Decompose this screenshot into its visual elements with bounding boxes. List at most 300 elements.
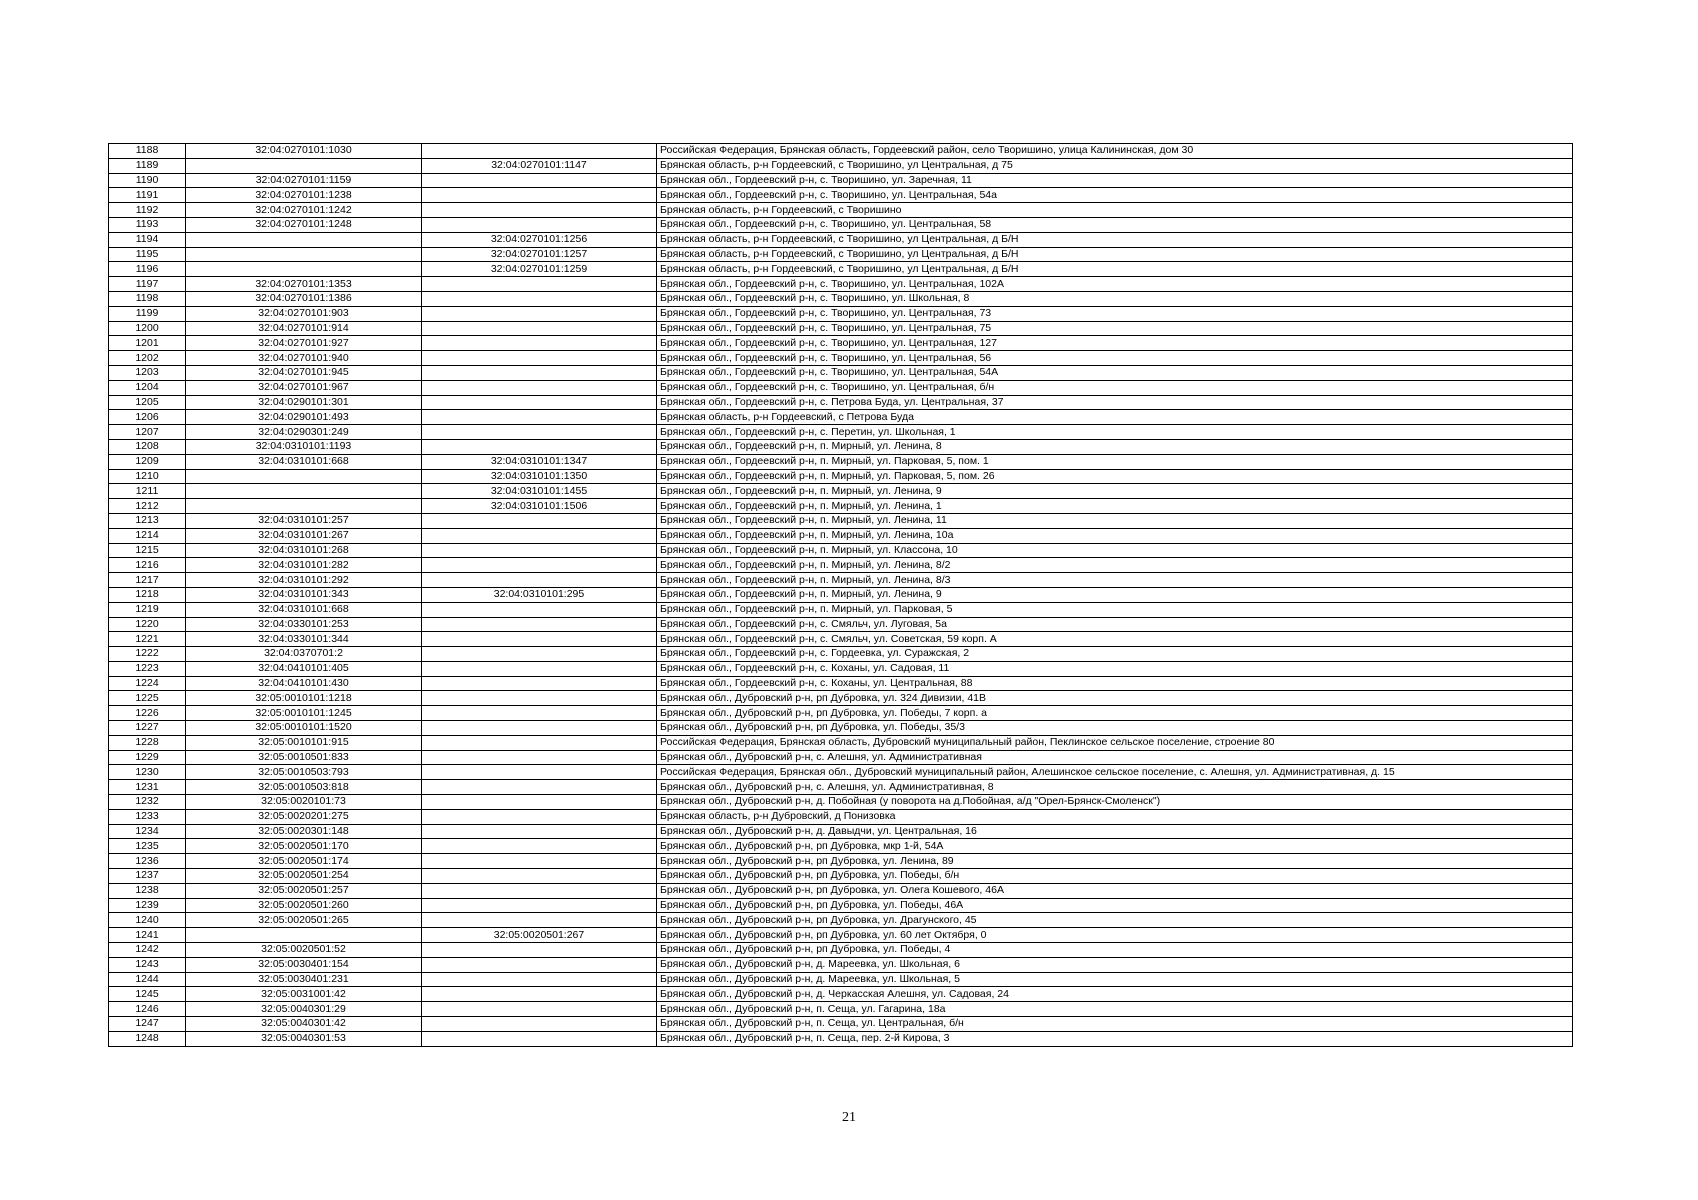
cadastral-number-cell: 32:04:0370701:2 bbox=[186, 647, 422, 662]
cadastral-number-cell bbox=[186, 247, 422, 262]
table-body bbox=[109, 144, 1573, 1047]
cadastral-number-cell: 32:05:0010101:1218 bbox=[186, 691, 422, 706]
related-cadastral-number-cell bbox=[422, 291, 657, 306]
row-number-cell: 1226 bbox=[109, 706, 186, 721]
related-cadastral-number-cell bbox=[422, 439, 657, 454]
row-number-cell: 1188 bbox=[109, 144, 186, 159]
row-number-cell: 1212 bbox=[109, 499, 186, 514]
address-cell: Брянская обл., Гордеевский р-н, с. Творишино, ул. Центральная, 73 bbox=[657, 306, 1573, 321]
related-cadastral-number-cell bbox=[422, 869, 657, 884]
table-row bbox=[109, 528, 1573, 543]
table-row bbox=[109, 351, 1573, 366]
table-row bbox=[109, 809, 1573, 824]
related-cadastral-number-cell bbox=[422, 425, 657, 440]
table-row bbox=[109, 721, 1573, 736]
table-row bbox=[109, 513, 1573, 528]
cadastral-number-cell: 32:05:0031001:42 bbox=[186, 987, 422, 1002]
address-cell: Российская Федерация, Брянская область, Дубровский муниципальный район, Пеклинское сельское поселение, строение 80 bbox=[657, 735, 1573, 750]
table-row bbox=[109, 735, 1573, 750]
cadastral-number-cell: 32:04:0410101:405 bbox=[186, 661, 422, 676]
related-cadastral-number-cell bbox=[422, 380, 657, 395]
row-number-cell: 1213 bbox=[109, 513, 186, 528]
row-number-cell: 1232 bbox=[109, 795, 186, 810]
related-cadastral-number-cell: 32:04:0270101:1257 bbox=[422, 247, 657, 262]
cadastral-number-cell: 32:04:0310101:267 bbox=[186, 528, 422, 543]
table-row bbox=[109, 543, 1573, 558]
cadastral-number-cell: 32:04:0310101:1193 bbox=[186, 439, 422, 454]
table-row bbox=[109, 1017, 1573, 1032]
row-number-cell: 1242 bbox=[109, 943, 186, 958]
table-row bbox=[109, 617, 1573, 632]
cadastral-number-cell: 32:05:0020201:275 bbox=[186, 809, 422, 824]
table-row bbox=[109, 203, 1573, 218]
address-cell: Брянская область, р-н Гордеевский, с Творишино, ул Центральная, д Б/Н bbox=[657, 247, 1573, 262]
table-row bbox=[109, 291, 1573, 306]
cadastral-number-cell: 32:04:0310101:668 bbox=[186, 454, 422, 469]
row-number-cell: 1238 bbox=[109, 883, 186, 898]
row-number-cell: 1228 bbox=[109, 735, 186, 750]
row-number-cell: 1240 bbox=[109, 913, 186, 928]
row-number-cell: 1248 bbox=[109, 1031, 186, 1046]
related-cadastral-number-cell bbox=[422, 306, 657, 321]
cadastral-number-cell: 32:04:0270101:1030 bbox=[186, 144, 422, 159]
related-cadastral-number-cell bbox=[422, 1031, 657, 1046]
table-row bbox=[109, 439, 1573, 454]
address-cell: Брянская обл., Гордеевский р-н, с. Творишино, ул. Центральная, 58 bbox=[657, 217, 1573, 232]
table-row bbox=[109, 839, 1573, 854]
row-number-cell: 1216 bbox=[109, 558, 186, 573]
related-cadastral-number-cell bbox=[422, 543, 657, 558]
cadastral-number-cell: 32:05:0010503:793 bbox=[186, 765, 422, 780]
related-cadastral-number-cell: 32:05:0020501:267 bbox=[422, 928, 657, 943]
related-cadastral-number-cell bbox=[422, 809, 657, 824]
row-number-cell: 1247 bbox=[109, 1017, 186, 1032]
related-cadastral-number-cell bbox=[422, 365, 657, 380]
address-cell: Брянская обл., Гордеевский р-н, с. Смяльч, ул. Луговая, 5а bbox=[657, 617, 1573, 632]
address-cell: Брянская обл., Гордеевский р-н, с. Творишино, ул. Центральная, б/н bbox=[657, 380, 1573, 395]
row-number-cell: 1201 bbox=[109, 336, 186, 351]
cadastral-number-cell: 32:04:0290301:249 bbox=[186, 425, 422, 440]
related-cadastral-number-cell bbox=[422, 913, 657, 928]
cadastral-number-cell: 32:05:0020301:148 bbox=[186, 824, 422, 839]
row-number-cell: 1224 bbox=[109, 676, 186, 691]
row-number-cell: 1215 bbox=[109, 543, 186, 558]
related-cadastral-number-cell bbox=[422, 735, 657, 750]
table-row bbox=[109, 602, 1573, 617]
related-cadastral-number-cell: 32:04:0270101:1147 bbox=[422, 158, 657, 173]
related-cadastral-number-cell bbox=[422, 632, 657, 647]
address-cell: Брянская обл., Дубровский р-н, с. Алешня, ул. Административная, 8 bbox=[657, 780, 1573, 795]
row-number-cell: 1191 bbox=[109, 188, 186, 203]
table-row bbox=[109, 587, 1573, 602]
table-row bbox=[109, 336, 1573, 351]
table-row bbox=[109, 380, 1573, 395]
address-cell: Брянская обл., Гордеевский р-н, п. Мирный, ул. Ленина, 10а bbox=[657, 528, 1573, 543]
table-row bbox=[109, 854, 1573, 869]
cadastral-number-cell: 32:04:0270101:1159 bbox=[186, 173, 422, 188]
table-row bbox=[109, 913, 1573, 928]
related-cadastral-number-cell bbox=[422, 558, 657, 573]
cadastral-number-cell: 32:05:0030401:154 bbox=[186, 957, 422, 972]
row-number-cell: 1244 bbox=[109, 972, 186, 987]
address-cell: Российская Федерация, Брянская область, Гордеевский район, село Творишино, улица Калининская, дом 30 bbox=[657, 144, 1573, 159]
related-cadastral-number-cell bbox=[422, 691, 657, 706]
table-row bbox=[109, 883, 1573, 898]
related-cadastral-number-cell bbox=[422, 883, 657, 898]
cadastral-number-cell: 32:04:0270101:903 bbox=[186, 306, 422, 321]
address-cell: Брянская обл., Дубровский р-н, рп Дубровка, ул. Олега Кошевого, 46А bbox=[657, 883, 1573, 898]
related-cadastral-number-cell: 32:04:0310101:1350 bbox=[422, 469, 657, 484]
address-cell: Брянская обл., Гордеевский р-н, с. Творишино, ул. Школьная, 8 bbox=[657, 291, 1573, 306]
address-cell: Брянская обл., Гордеевский р-н, п. Мирный, ул. Парковая, 5, пом. 26 bbox=[657, 469, 1573, 484]
row-number-cell: 1234 bbox=[109, 824, 186, 839]
cadastral-objects-table bbox=[108, 143, 1573, 1047]
related-cadastral-number-cell bbox=[422, 706, 657, 721]
cadastral-number-cell: 32:05:0020501:174 bbox=[186, 854, 422, 869]
row-number-cell: 1197 bbox=[109, 277, 186, 292]
address-cell: Брянская обл., Гордеевский р-н, с. Коханы, ул. Центральная, 88 bbox=[657, 676, 1573, 691]
row-number-cell: 1246 bbox=[109, 1002, 186, 1017]
table-row bbox=[109, 558, 1573, 573]
related-cadastral-number-cell: 32:04:0310101:1347 bbox=[422, 454, 657, 469]
table-row bbox=[109, 898, 1573, 913]
cadastral-number-cell: 32:05:0030401:231 bbox=[186, 972, 422, 987]
cadastral-number-cell: 32:04:0310101:668 bbox=[186, 602, 422, 617]
related-cadastral-number-cell bbox=[422, 144, 657, 159]
cadastral-number-cell: 32:05:0020501:52 bbox=[186, 943, 422, 958]
row-number-cell: 1205 bbox=[109, 395, 186, 410]
table-row bbox=[109, 1031, 1573, 1046]
cadastral-number-cell: 32:04:0290101:301 bbox=[186, 395, 422, 410]
row-number-cell: 1245 bbox=[109, 987, 186, 1002]
address-cell: Брянская обл., Дубровский р-н, п. Сеща, ул. Центральная, б/н bbox=[657, 1017, 1573, 1032]
cadastral-number-cell: 32:04:0270101:1238 bbox=[186, 188, 422, 203]
row-number-cell: 1190 bbox=[109, 173, 186, 188]
cadastral-number-cell bbox=[186, 262, 422, 277]
related-cadastral-number-cell bbox=[422, 972, 657, 987]
address-cell: Брянская обл., Дубровский р-н, рп Дубровка, мкр 1-й, 54А bbox=[657, 839, 1573, 854]
row-number-cell: 1221 bbox=[109, 632, 186, 647]
cadastral-number-cell: 32:04:0270101:967 bbox=[186, 380, 422, 395]
cadastral-number-cell: 32:04:0310101:257 bbox=[186, 513, 422, 528]
table-row bbox=[109, 750, 1573, 765]
related-cadastral-number-cell bbox=[422, 780, 657, 795]
related-cadastral-number-cell bbox=[422, 351, 657, 366]
cadastral-number-cell: 32:04:0310101:282 bbox=[186, 558, 422, 573]
related-cadastral-number-cell: 32:04:0270101:1256 bbox=[422, 232, 657, 247]
related-cadastral-number-cell bbox=[422, 987, 657, 1002]
related-cadastral-number-cell: 32:04:0310101:295 bbox=[422, 587, 657, 602]
address-cell: Брянская область, р-н Гордеевский, с Творишино, ул Центральная, д Б/Н bbox=[657, 232, 1573, 247]
address-cell: Брянская обл., Гордеевский р-н, п. Мирный, ул. Ленина, 9 bbox=[657, 484, 1573, 499]
address-cell: Брянская обл., Дубровский р-н, д. Мареевка, ул. Школьная, 6 bbox=[657, 957, 1573, 972]
address-cell: Брянская обл., Гордеевский р-н, с. Гордеевка, ул. Суражская, 2 bbox=[657, 647, 1573, 662]
cadastral-number-cell: 32:05:0040301:53 bbox=[186, 1031, 422, 1046]
cadastral-number-cell: 32:05:0020101:73 bbox=[186, 795, 422, 810]
table-row bbox=[109, 410, 1573, 425]
address-cell: Брянская область, р-н Гордеевский, с Петрова Буда bbox=[657, 410, 1573, 425]
table-row bbox=[109, 780, 1573, 795]
table-row bbox=[109, 573, 1573, 588]
related-cadastral-number-cell bbox=[422, 795, 657, 810]
table-row bbox=[109, 144, 1573, 159]
cadastral-number-cell: 32:04:0330101:344 bbox=[186, 632, 422, 647]
row-number-cell: 1208 bbox=[109, 439, 186, 454]
related-cadastral-number-cell bbox=[422, 203, 657, 218]
address-cell: Брянская обл., Гордеевский р-н, с. Творишино, ул. Центральная, 54а bbox=[657, 188, 1573, 203]
related-cadastral-number-cell bbox=[422, 188, 657, 203]
related-cadastral-number-cell bbox=[422, 957, 657, 972]
cadastral-number-cell: 32:05:0010501:833 bbox=[186, 750, 422, 765]
row-number-cell: 1227 bbox=[109, 721, 186, 736]
address-cell: Брянская обл., Гордеевский р-н, п. Мирный, ул. Ленина, 9 bbox=[657, 587, 1573, 602]
address-cell: Брянская обл., Дубровский р-н, д. Мареевка, ул. Школьная, 5 bbox=[657, 972, 1573, 987]
address-cell: Брянская обл., Гордеевский р-н, с. Коханы, ул. Садовая, 11 bbox=[657, 661, 1573, 676]
address-cell: Брянская обл., Дубровский р-н, с. Алешня, ул. Административная bbox=[657, 750, 1573, 765]
row-number-cell: 1239 bbox=[109, 898, 186, 913]
related-cadastral-number-cell bbox=[422, 721, 657, 736]
table-row bbox=[109, 277, 1573, 292]
table-row bbox=[109, 321, 1573, 336]
row-number-cell: 1233 bbox=[109, 809, 186, 824]
cadastral-number-cell: 32:05:0020501:265 bbox=[186, 913, 422, 928]
address-cell: Брянская обл., Гордеевский р-н, с. Творишино, ул. Центральная, 54А bbox=[657, 365, 1573, 380]
page-number: 21 bbox=[842, 1110, 856, 1125]
related-cadastral-number-cell bbox=[422, 410, 657, 425]
related-cadastral-number-cell bbox=[422, 824, 657, 839]
cadastral-number-cell: 32:04:0270101:945 bbox=[186, 365, 422, 380]
table-row bbox=[109, 425, 1573, 440]
cadastral-number-cell: 32:04:0310101:268 bbox=[186, 543, 422, 558]
table-row bbox=[109, 869, 1573, 884]
address-cell: Брянская обл., Гордеевский р-н, п. Мирный, ул. Ленина, 1 bbox=[657, 499, 1573, 514]
table-row bbox=[109, 217, 1573, 232]
related-cadastral-number-cell: 32:04:0310101:1506 bbox=[422, 499, 657, 514]
row-number-cell: 1204 bbox=[109, 380, 186, 395]
row-number-cell: 1199 bbox=[109, 306, 186, 321]
cadastral-number-cell bbox=[186, 232, 422, 247]
address-cell: Брянская обл., Дубровский р-н, д. Побойная (у поворота на д.Побойная, а/д "Орел-Брянск-Смоленск") bbox=[657, 795, 1573, 810]
cadastral-number-cell bbox=[186, 484, 422, 499]
table-row bbox=[109, 484, 1573, 499]
cadastral-number-cell: 32:05:0020501:260 bbox=[186, 898, 422, 913]
address-cell: Брянская обл., Гордеевский р-н, п. Мирный, ул. Ленина, 8/2 bbox=[657, 558, 1573, 573]
row-number-cell: 1241 bbox=[109, 928, 186, 943]
table-row bbox=[109, 454, 1573, 469]
row-number-cell: 1236 bbox=[109, 854, 186, 869]
table-row bbox=[109, 1002, 1573, 1017]
cadastral-number-cell: 32:05:0040301:42 bbox=[186, 1017, 422, 1032]
related-cadastral-number-cell bbox=[422, 661, 657, 676]
cadastral-number-cell: 32:04:0310101:292 bbox=[186, 573, 422, 588]
related-cadastral-number-cell bbox=[422, 602, 657, 617]
table-row bbox=[109, 765, 1573, 780]
related-cadastral-number-cell bbox=[422, 647, 657, 662]
cadastral-number-cell: 32:05:0020501:257 bbox=[186, 883, 422, 898]
table-row bbox=[109, 824, 1573, 839]
address-cell: Брянская обл., Дубровский р-н, рп Дубровка, ул. Победы, 4 bbox=[657, 943, 1573, 958]
related-cadastral-number-cell bbox=[422, 573, 657, 588]
related-cadastral-number-cell bbox=[422, 943, 657, 958]
row-number-cell: 1230 bbox=[109, 765, 186, 780]
table-row bbox=[109, 928, 1573, 943]
cadastral-number-cell: 32:04:0290101:493 bbox=[186, 410, 422, 425]
cadastral-number-cell: 32:04:0270101:1248 bbox=[186, 217, 422, 232]
address-cell: Брянская обл., Дубровский р-н, д. Давыдчи, ул. Центральная, 16 bbox=[657, 824, 1573, 839]
row-number-cell: 1192 bbox=[109, 203, 186, 218]
table-row bbox=[109, 706, 1573, 721]
address-cell: Брянская обл., Гордеевский р-н, п. Мирный, ул. Ленина, 11 bbox=[657, 513, 1573, 528]
row-number-cell: 1243 bbox=[109, 957, 186, 972]
address-cell: Брянская обл., Дубровский р-н, п. Сеща, пер. 2-й Кирова, 3 bbox=[657, 1031, 1573, 1046]
related-cadastral-number-cell bbox=[422, 1017, 657, 1032]
table-row bbox=[109, 395, 1573, 410]
related-cadastral-number-cell bbox=[422, 839, 657, 854]
related-cadastral-number-cell bbox=[422, 395, 657, 410]
table-row bbox=[109, 469, 1573, 484]
address-cell: Российская Федерация, Брянская обл., Дубровский муниципальный район, Алешинское сельское поселение, с. Алешня, ул. Административная, д. 15 bbox=[657, 765, 1573, 780]
row-number-cell: 1200 bbox=[109, 321, 186, 336]
address-cell: Брянская обл., Гордеевский р-н, с. Творишино, ул. Центральная, 75 bbox=[657, 321, 1573, 336]
row-number-cell: 1237 bbox=[109, 869, 186, 884]
cadastral-number-cell: 32:04:0310101:343 bbox=[186, 587, 422, 602]
related-cadastral-number-cell bbox=[422, 1002, 657, 1017]
address-cell: Брянская обл., Дубровский р-н, рп Дубровка, ул. Победы, 35/3 bbox=[657, 721, 1573, 736]
related-cadastral-number-cell bbox=[422, 277, 657, 292]
address-cell: Брянская обл., Гордеевский р-н, п. Мирный, ул. Парковая, 5 bbox=[657, 602, 1573, 617]
table-row bbox=[109, 691, 1573, 706]
row-number-cell: 1202 bbox=[109, 351, 186, 366]
row-number-cell: 1223 bbox=[109, 661, 186, 676]
cadastral-number-cell: 32:04:0270101:927 bbox=[186, 336, 422, 351]
row-number-cell: 1222 bbox=[109, 647, 186, 662]
address-cell: Брянская обл., Гордеевский р-н, с. Творишино, ул. Центральная, 56 bbox=[657, 351, 1573, 366]
address-cell: Брянская обл., Гордеевский р-н, с. Перетин, ул. Школьная, 1 bbox=[657, 425, 1573, 440]
related-cadastral-number-cell bbox=[422, 765, 657, 780]
cadastral-number-cell: 32:04:0330101:253 bbox=[186, 617, 422, 632]
related-cadastral-number-cell bbox=[422, 336, 657, 351]
row-number-cell: 1206 bbox=[109, 410, 186, 425]
row-number-cell: 1211 bbox=[109, 484, 186, 499]
related-cadastral-number-cell bbox=[422, 217, 657, 232]
row-number-cell: 1209 bbox=[109, 454, 186, 469]
table-row bbox=[109, 188, 1573, 203]
related-cadastral-number-cell: 32:04:0270101:1259 bbox=[422, 262, 657, 277]
address-cell: Брянская область, р-н Гордеевский, с Творишино, ул Центральная, д Б/Н bbox=[657, 262, 1573, 277]
cadastral-number-cell bbox=[186, 158, 422, 173]
address-cell: Брянская обл., Дубровский р-н, рп Дубровка, ул. 324 Дивизии, 41В bbox=[657, 691, 1573, 706]
table-row bbox=[109, 158, 1573, 173]
address-cell: Брянская обл., Гордеевский р-н, с. Творишино, ул. Заречная, 11 bbox=[657, 173, 1573, 188]
cadastral-number-cell: 32:04:0270101:1353 bbox=[186, 277, 422, 292]
table-row bbox=[109, 957, 1573, 972]
cadastral-number-cell: 32:04:0410101:430 bbox=[186, 676, 422, 691]
address-cell: Брянская обл., Дубровский р-н, рп Дубровка, ул. Ленина, 89 bbox=[657, 854, 1573, 869]
related-cadastral-number-cell bbox=[422, 528, 657, 543]
row-number-cell: 1207 bbox=[109, 425, 186, 440]
table-row bbox=[109, 632, 1573, 647]
address-cell: Брянская обл., Гордеевский р-н, с. Творишино, ул. Центральная, 127 bbox=[657, 336, 1573, 351]
address-cell: Брянская обл., Гордеевский р-н, с. Смяльч, ул. Советская, 59 корп. А bbox=[657, 632, 1573, 647]
related-cadastral-number-cell bbox=[422, 321, 657, 336]
address-cell: Брянская обл., Дубровский р-н, п. Сеща, ул. Гагарина, 18а bbox=[657, 1002, 1573, 1017]
cadastral-number-cell: 32:04:0270101:940 bbox=[186, 351, 422, 366]
table-row bbox=[109, 676, 1573, 691]
related-cadastral-number-cell: 32:04:0310101:1455 bbox=[422, 484, 657, 499]
row-number-cell: 1193 bbox=[109, 217, 186, 232]
related-cadastral-number-cell bbox=[422, 854, 657, 869]
address-cell: Брянская обл., Дубровский р-н, рп Дубровка, ул. 60 лет Октября, 0 bbox=[657, 928, 1573, 943]
related-cadastral-number-cell bbox=[422, 617, 657, 632]
row-number-cell: 1198 bbox=[109, 291, 186, 306]
table-row bbox=[109, 365, 1573, 380]
row-number-cell: 1218 bbox=[109, 587, 186, 602]
table-row bbox=[109, 247, 1573, 262]
cadastral-number-cell: 32:05:0020501:170 bbox=[186, 839, 422, 854]
address-cell: Брянская обл., Гордеевский р-н, п. Мирный, ул. Парковая, 5, пом. 1 bbox=[657, 454, 1573, 469]
row-number-cell: 1220 bbox=[109, 617, 186, 632]
address-cell: Брянская обл., Гордеевский р-н, с. Петрова Буда, ул. Центральная, 37 bbox=[657, 395, 1573, 410]
cadastral-number-cell: 32:05:0010101:1245 bbox=[186, 706, 422, 721]
related-cadastral-number-cell bbox=[422, 173, 657, 188]
address-cell: Брянская обл., Дубровский р-н, рп Дубровка, ул. Победы, 46А bbox=[657, 898, 1573, 913]
table-row bbox=[109, 499, 1573, 514]
row-number-cell: 1196 bbox=[109, 262, 186, 277]
address-cell: Брянская область, р-н Дубровский, д Понизовка bbox=[657, 809, 1573, 824]
address-cell: Брянская область, р-н Гордеевский, с Творишино, ул Центральная, д 75 bbox=[657, 158, 1573, 173]
address-cell: Брянская обл., Гордеевский р-н, п. Мирный, ул. Классона, 10 bbox=[657, 543, 1573, 558]
address-cell: Брянская обл., Гордеевский р-н, с. Творишино, ул. Центральная, 102А bbox=[657, 277, 1573, 292]
cadastral-number-cell bbox=[186, 499, 422, 514]
row-number-cell: 1235 bbox=[109, 839, 186, 854]
address-cell: Брянская обл., Гордеевский р-н, п. Мирный, ул. Ленина, 8 bbox=[657, 439, 1573, 454]
cadastral-number-cell: 32:05:0020501:254 bbox=[186, 869, 422, 884]
row-number-cell: 1189 bbox=[109, 158, 186, 173]
address-cell: Брянская область, р-н Гордеевский, с Творишино bbox=[657, 203, 1573, 218]
address-cell: Брянская обл., Дубровский р-н, рп Дубровка, ул. Драгунского, 45 bbox=[657, 913, 1573, 928]
related-cadastral-number-cell bbox=[422, 676, 657, 691]
related-cadastral-number-cell bbox=[422, 750, 657, 765]
table-row bbox=[109, 306, 1573, 321]
table-row bbox=[109, 661, 1573, 676]
cadastral-number-cell: 32:05:0010101:915 bbox=[186, 735, 422, 750]
row-number-cell: 1231 bbox=[109, 780, 186, 795]
cadastral-number-cell: 32:05:0040301:29 bbox=[186, 1002, 422, 1017]
row-number-cell: 1217 bbox=[109, 573, 186, 588]
table-row bbox=[109, 647, 1573, 662]
row-number-cell: 1203 bbox=[109, 365, 186, 380]
row-number-cell: 1195 bbox=[109, 247, 186, 262]
cadastral-number-cell bbox=[186, 469, 422, 484]
address-cell: Брянская обл., Дубровский р-н, д. Черкасская Алешня, ул. Садовая, 24 bbox=[657, 987, 1573, 1002]
address-cell: Брянская обл., Дубровский р-н, рп Дубровка, ул. Победы, 7 корп. а bbox=[657, 706, 1573, 721]
row-number-cell: 1219 bbox=[109, 602, 186, 617]
address-cell: Брянская обл., Дубровский р-н, рп Дубровка, ул. Победы, б/н bbox=[657, 869, 1573, 884]
cadastral-number-cell: 32:04:0270101:1386 bbox=[186, 291, 422, 306]
row-number-cell: 1210 bbox=[109, 469, 186, 484]
table-row bbox=[109, 262, 1573, 277]
table-row bbox=[109, 173, 1573, 188]
table-row bbox=[109, 987, 1573, 1002]
related-cadastral-number-cell bbox=[422, 898, 657, 913]
table-row bbox=[109, 232, 1573, 247]
row-number-cell: 1214 bbox=[109, 528, 186, 543]
row-number-cell: 1194 bbox=[109, 232, 186, 247]
cadastral-number-cell bbox=[186, 928, 422, 943]
table-row bbox=[109, 795, 1573, 810]
cadastral-number-cell: 32:04:0270101:914 bbox=[186, 321, 422, 336]
address-cell: Брянская обл., Гордеевский р-н, п. Мирный, ул. Ленина, 8/3 bbox=[657, 573, 1573, 588]
